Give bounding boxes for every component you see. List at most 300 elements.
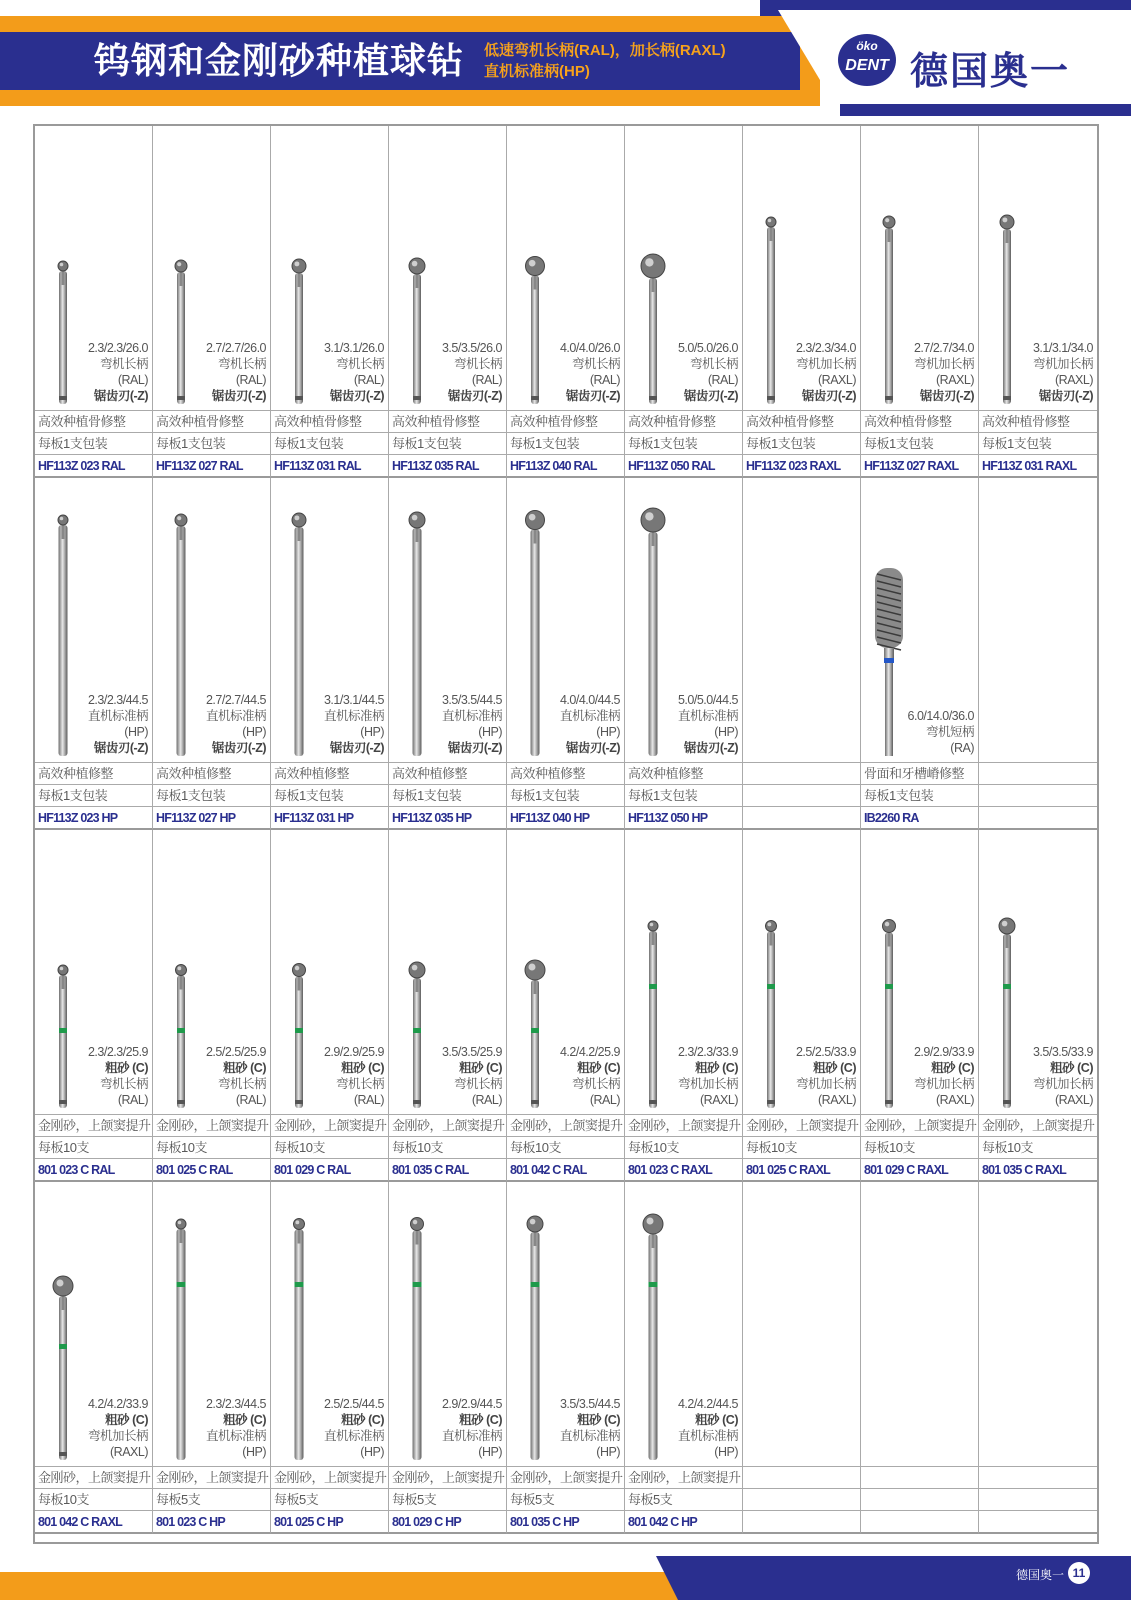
packaging: 每板1支包装 bbox=[271, 784, 388, 806]
spec-line-l3: (RAL) bbox=[589, 373, 620, 387]
packaging bbox=[743, 784, 860, 806]
product-spec bbox=[796, 1044, 856, 1108]
product-description: 金刚砂，上颌窦提升 bbox=[271, 1114, 388, 1136]
bur-icon bbox=[633, 126, 673, 410]
product-description: 金刚砂，上颌窦提升 bbox=[389, 1114, 506, 1136]
product-image-area bbox=[507, 830, 624, 1114]
packaging: 每板1支包装 bbox=[979, 432, 1097, 454]
product-code: HF113Z 035 HP bbox=[389, 806, 506, 828]
product-code: IB2260 RA bbox=[861, 806, 978, 828]
bur-icon bbox=[397, 1182, 437, 1466]
bur-icon bbox=[397, 830, 437, 1114]
spec-line-spec: 2.3/2.3/26.0 bbox=[87, 341, 148, 355]
bur-icon bbox=[515, 830, 555, 1114]
bur-icon bbox=[161, 1182, 201, 1466]
product-description: 高效种植骨修整 bbox=[507, 410, 624, 432]
product-cell bbox=[507, 126, 625, 478]
bur-icon bbox=[751, 126, 791, 410]
spec-line-l2: 粗砂 (C) bbox=[577, 1413, 620, 1427]
product-description: 金刚砂，上颌窦提升 bbox=[625, 1114, 742, 1136]
product-image-area bbox=[507, 126, 624, 410]
product-image-area bbox=[979, 478, 1097, 762]
spec-line-l4: (RAXL) bbox=[1055, 1093, 1093, 1107]
spec-line-l2: 弯机长柄 bbox=[453, 357, 502, 371]
product-description: 高效种植骨修整 bbox=[153, 410, 270, 432]
spec-line-l3: (HP) bbox=[124, 725, 148, 739]
spec-line-l2: 粗砂 (C) bbox=[341, 1061, 384, 1075]
packaging: 每板1支包装 bbox=[743, 432, 860, 454]
okodent-logo bbox=[836, 30, 898, 88]
header-bottom-stripe bbox=[840, 104, 1131, 116]
product-image-area bbox=[153, 830, 270, 1114]
product-cell bbox=[271, 126, 389, 478]
spec-line-l2: 粗砂 (C) bbox=[695, 1061, 738, 1075]
product-code bbox=[743, 1510, 860, 1532]
product-code: 801 025 C RAL bbox=[153, 1158, 270, 1180]
page-subtitle bbox=[484, 40, 726, 82]
bur-icon bbox=[987, 126, 1027, 410]
product-code bbox=[979, 806, 1097, 828]
bur-icon bbox=[43, 1182, 83, 1466]
product-image-area bbox=[861, 830, 978, 1114]
packaging: 每板5支 bbox=[507, 1488, 624, 1510]
product-image-area bbox=[35, 1182, 152, 1466]
product-image-area bbox=[153, 126, 270, 410]
packaging: 每板5支 bbox=[389, 1488, 506, 1510]
product-cell bbox=[625, 126, 743, 478]
packaging: 每板10支 bbox=[743, 1136, 860, 1158]
spec-line-l2: 弯机长柄 bbox=[99, 357, 148, 371]
product-code: HF113Z 023 RAL bbox=[35, 454, 152, 476]
spec-line-spec: 2.5/2.5/25.9 bbox=[205, 1045, 266, 1059]
product-spec bbox=[206, 1396, 266, 1460]
product-spec bbox=[88, 1044, 148, 1108]
product-image-area bbox=[743, 1182, 860, 1466]
product-image-area bbox=[507, 478, 624, 762]
brand-name: 德国奥一 bbox=[910, 51, 1071, 93]
product-spec bbox=[442, 692, 502, 756]
product-code: 801 035 C RAXL bbox=[979, 1158, 1097, 1180]
product-code: HF113Z 031 RAL bbox=[271, 454, 388, 476]
product-spec bbox=[560, 692, 620, 756]
packaging: 每板10支 bbox=[861, 1136, 978, 1158]
product-code: 801 023 C HP bbox=[153, 1510, 270, 1532]
spec-line-l4: 锯齿刃(-Z) bbox=[683, 389, 738, 403]
product-cell bbox=[35, 830, 153, 1182]
product-image-area bbox=[389, 830, 506, 1114]
product-description: 高效种植骨修整 bbox=[861, 410, 978, 432]
spec-line-l3: 弯机长柄 bbox=[217, 1077, 266, 1091]
spec-line-l3: 直机标准柄 bbox=[205, 1429, 266, 1443]
product-description bbox=[861, 1466, 978, 1488]
bur-icon bbox=[515, 126, 555, 410]
empty-cell bbox=[979, 478, 1097, 830]
product-spec bbox=[206, 340, 266, 404]
product-cell bbox=[625, 478, 743, 830]
product-description: 金刚砂，上颌窦提升 bbox=[861, 1114, 978, 1136]
spec-line-spec: 2.3/2.3/44.5 bbox=[205, 1397, 266, 1411]
product-image-area bbox=[35, 478, 152, 762]
product-cell bbox=[625, 830, 743, 1182]
spec-line-l4: 锯齿刃(-Z) bbox=[565, 389, 620, 403]
spec-line-l3: 弯机加长柄 bbox=[913, 1077, 974, 1091]
spec-line-l2: 弯机加长柄 bbox=[913, 357, 974, 371]
spec-line-l2: 弯机长柄 bbox=[217, 357, 266, 371]
packaging: 每板1支包装 bbox=[507, 432, 624, 454]
product-cell bbox=[861, 126, 979, 478]
product-image-area bbox=[861, 126, 978, 410]
bur-icon bbox=[279, 830, 319, 1114]
product-code: HF113Z 023 RAXL bbox=[743, 454, 860, 476]
product-description: 金刚砂，上颌窦提升 bbox=[979, 1114, 1097, 1136]
product-image-area bbox=[153, 478, 270, 762]
spec-line-l2: 粗砂 (C) bbox=[459, 1413, 502, 1427]
bur-icon bbox=[397, 478, 437, 762]
product-image-area bbox=[271, 478, 388, 762]
product-code: 801 042 C HP bbox=[625, 1510, 742, 1532]
product-cell bbox=[153, 1182, 271, 1534]
spec-line-spec: 3.5/3.5/25.9 bbox=[441, 1045, 502, 1059]
product-cell bbox=[743, 830, 861, 1182]
product-spec bbox=[206, 1044, 266, 1108]
spec-line-l2: 粗砂 (C) bbox=[577, 1061, 620, 1075]
spec-line-l3: 弯机加长柄 bbox=[795, 1077, 856, 1091]
packaging: 每板10支 bbox=[625, 1136, 742, 1158]
spec-line-l2: 弯机长柄 bbox=[571, 357, 620, 371]
spec-line-l2: 粗砂 (C) bbox=[931, 1061, 974, 1075]
product-description: 金刚砂，上颌窦提升 bbox=[507, 1466, 624, 1488]
spec-line-l4: 锯齿刃(-Z) bbox=[329, 389, 384, 403]
product-cell bbox=[271, 1182, 389, 1534]
packaging: 每板5支 bbox=[271, 1488, 388, 1510]
packaging: 每板10支 bbox=[153, 1136, 270, 1158]
packaging: 每板1支包装 bbox=[35, 784, 152, 806]
spec-line-l3: (RAL) bbox=[471, 373, 502, 387]
spec-line-spec: 3.5/3.5/26.0 bbox=[441, 341, 502, 355]
spec-line-l4: 锯齿刃(-Z) bbox=[93, 389, 148, 403]
spec-line-spec: 4.2/4.2/25.9 bbox=[559, 1045, 620, 1059]
spec-line-spec: 5.0/5.0/44.5 bbox=[677, 693, 738, 707]
product-code: HF113Z 035 RAL bbox=[389, 454, 506, 476]
product-cell bbox=[507, 1182, 625, 1534]
product-table bbox=[33, 124, 1099, 1544]
product-cell bbox=[625, 1182, 743, 1534]
product-cell bbox=[35, 1182, 153, 1534]
product-cell bbox=[271, 478, 389, 830]
product-description: 高效种植骨修整 bbox=[271, 410, 388, 432]
product-spec bbox=[560, 1396, 620, 1460]
product-image-area bbox=[35, 126, 152, 410]
spec-line-spec: 3.1/3.1/34.0 bbox=[1032, 341, 1093, 355]
product-code bbox=[861, 1510, 978, 1532]
product-spec bbox=[324, 1396, 384, 1460]
product-code: 801 025 C RAXL bbox=[743, 1158, 860, 1180]
spec-line-l3: 弯机长柄 bbox=[571, 1077, 620, 1091]
spec-line-l2: 弯机短柄 bbox=[925, 725, 974, 739]
product-spec bbox=[678, 1396, 738, 1460]
bur-icon bbox=[633, 830, 673, 1114]
spec-line-spec: 6.0/14.0/36.0 bbox=[907, 709, 974, 723]
product-cell bbox=[743, 126, 861, 478]
product-spec bbox=[88, 340, 148, 404]
product-code: HF113Z 031 HP bbox=[271, 806, 388, 828]
product-spec bbox=[442, 1396, 502, 1460]
product-cell bbox=[153, 126, 271, 478]
spec-line-spec: 2.7/2.7/34.0 bbox=[913, 341, 974, 355]
product-cell bbox=[153, 478, 271, 830]
page-title: 钨钢和金刚砂种植球钻 bbox=[94, 40, 465, 81]
bur-icon bbox=[987, 830, 1027, 1114]
product-image-area bbox=[271, 1182, 388, 1466]
product-cell bbox=[35, 126, 153, 478]
product-description: 高效种植骨修整 bbox=[979, 410, 1097, 432]
footer-brand: 德国奥一 bbox=[1016, 1568, 1065, 1582]
spec-line-l2: 粗砂 (C) bbox=[695, 1413, 738, 1427]
spec-line-l4: 锯齿刃(-Z) bbox=[1038, 389, 1093, 403]
spec-line-l2: 粗砂 (C) bbox=[813, 1061, 856, 1075]
spec-line-l2: 直机标准柄 bbox=[87, 709, 148, 723]
spec-line-l4: (HP) bbox=[596, 1445, 620, 1459]
product-cell bbox=[861, 830, 979, 1182]
bur-icon bbox=[43, 478, 83, 762]
product-spec bbox=[324, 1044, 384, 1108]
spec-line-l3: 弯机长柄 bbox=[99, 1077, 148, 1091]
product-cell bbox=[153, 830, 271, 1182]
product-description: 高效种植修整 bbox=[625, 762, 742, 784]
product-code: 801 029 C RAXL bbox=[861, 1158, 978, 1180]
spec-line-l2: 直机标准柄 bbox=[323, 709, 384, 723]
spec-line-spec: 4.2/4.2/33.9 bbox=[87, 1397, 148, 1411]
packaging: 每板1支包装 bbox=[625, 784, 742, 806]
spec-line-l3: 弯机加长柄 bbox=[87, 1429, 148, 1443]
product-description: 骨面和牙槽嵴修整 bbox=[861, 762, 978, 784]
product-image-area bbox=[153, 1182, 270, 1466]
bur-icon bbox=[161, 830, 201, 1114]
product-spec bbox=[324, 340, 384, 404]
product-cell bbox=[389, 478, 507, 830]
spec-line-spec: 2.7/2.7/26.0 bbox=[205, 341, 266, 355]
spec-line-spec: 3.5/3.5/44.5 bbox=[559, 1397, 620, 1411]
product-spec bbox=[560, 340, 620, 404]
bur-icon bbox=[279, 478, 319, 762]
spec-line-spec: 2.3/2.3/33.9 bbox=[677, 1045, 738, 1059]
product-image-area bbox=[507, 1182, 624, 1466]
product-spec bbox=[796, 340, 856, 404]
product-code: 801 035 C HP bbox=[507, 1510, 624, 1532]
spec-line-l4: 锯齿刃(-Z) bbox=[801, 389, 856, 403]
spec-line-l4: 锯齿刃(-Z) bbox=[329, 741, 384, 755]
packaging bbox=[861, 1488, 978, 1510]
svg-text:DENT: DENT bbox=[845, 57, 889, 74]
spec-line-l4: 锯齿刃(-Z) bbox=[565, 741, 620, 755]
spec-line-l4: 锯齿刃(-Z) bbox=[683, 741, 738, 755]
product-code: 801 029 C RAL bbox=[271, 1158, 388, 1180]
empty-cell bbox=[743, 1182, 861, 1534]
product-description: 金刚砂，上颌窦提升 bbox=[153, 1114, 270, 1136]
product-spec bbox=[908, 708, 974, 756]
product-code: 801 035 C RAL bbox=[389, 1158, 506, 1180]
spec-line-l3: (RAL) bbox=[117, 373, 148, 387]
spec-line-l3: (HP) bbox=[596, 725, 620, 739]
product-description: 高效种植骨修整 bbox=[389, 410, 506, 432]
spec-line-l4: (RAXL) bbox=[700, 1093, 738, 1107]
spec-line-l2: 弯机长柄 bbox=[689, 357, 738, 371]
product-code: 801 042 C RAL bbox=[507, 1158, 624, 1180]
spec-line-l2: 直机标准柄 bbox=[677, 709, 738, 723]
product-code: HF113Z 040 RAL bbox=[507, 454, 624, 476]
product-description: 高效种植修整 bbox=[271, 762, 388, 784]
product-image-area bbox=[389, 1182, 506, 1466]
product-spec bbox=[914, 1044, 974, 1108]
product-description: 高效种植修整 bbox=[35, 762, 152, 784]
spec-line-l2: 粗砂 (C) bbox=[341, 1413, 384, 1427]
spec-line-l3: (HP) bbox=[360, 725, 384, 739]
spec-line-l3: 弯机长柄 bbox=[335, 1077, 384, 1091]
product-description: 金刚砂，上颌窦提升 bbox=[507, 1114, 624, 1136]
spec-line-l2: 弯机长柄 bbox=[335, 357, 384, 371]
spec-line-spec: 4.2/4.2/44.5 bbox=[677, 1397, 738, 1411]
bur-icon bbox=[43, 126, 83, 410]
product-code: 801 029 C HP bbox=[389, 1510, 506, 1532]
bur-icon bbox=[279, 126, 319, 410]
spec-line-l4: 锯齿刃(-Z) bbox=[211, 389, 266, 403]
svg-text:öko: öko bbox=[856, 39, 878, 53]
spec-line-spec: 2.9/2.9/33.9 bbox=[913, 1045, 974, 1059]
product-description bbox=[979, 762, 1097, 784]
product-spec bbox=[442, 340, 502, 404]
product-description bbox=[979, 1466, 1097, 1488]
spec-line-l4: 锯齿刃(-Z) bbox=[447, 741, 502, 755]
product-description: 金刚砂，上颌窦提升 bbox=[153, 1466, 270, 1488]
product-image-area bbox=[743, 126, 860, 410]
bur-icon bbox=[161, 126, 201, 410]
spec-line-l3: (RAL) bbox=[707, 373, 738, 387]
product-code: HF113Z 027 RAXL bbox=[861, 454, 978, 476]
product-code: HF113Z 050 HP bbox=[625, 806, 742, 828]
spec-line-l2: 直机标准柄 bbox=[441, 709, 502, 723]
product-code: 801 025 C HP bbox=[271, 1510, 388, 1532]
packaging: 每板1支包装 bbox=[271, 432, 388, 454]
product-code: HF113Z 031 RAXL bbox=[979, 454, 1097, 476]
spec-line-l4: (HP) bbox=[478, 1445, 502, 1459]
bur-icon bbox=[279, 1182, 319, 1466]
product-description bbox=[743, 1466, 860, 1488]
spec-line-l3: 弯机长柄 bbox=[453, 1077, 502, 1091]
packaging: 每板5支 bbox=[153, 1488, 270, 1510]
product-spec bbox=[1033, 1044, 1093, 1108]
spec-line-spec: 3.5/3.5/33.9 bbox=[1032, 1045, 1093, 1059]
product-description: 金刚砂，上颌窦提升 bbox=[35, 1114, 152, 1136]
spec-line-l2: 弯机加长柄 bbox=[795, 357, 856, 371]
product-code: HF113Z 050 RAL bbox=[625, 454, 742, 476]
spec-line-spec: 2.9/2.9/44.5 bbox=[441, 1397, 502, 1411]
product-image-area bbox=[271, 830, 388, 1114]
product-description: 金刚砂，上颌窦提升 bbox=[389, 1466, 506, 1488]
spec-line-l3: (RAL) bbox=[235, 373, 266, 387]
spec-line-l3: (RAL) bbox=[353, 373, 384, 387]
page-number: 11 bbox=[1068, 1562, 1090, 1584]
packaging: 每板10支 bbox=[979, 1136, 1097, 1158]
packaging: 每板10支 bbox=[389, 1136, 506, 1158]
spec-line-spec: 3.5/3.5/44.5 bbox=[441, 693, 502, 707]
spec-line-spec: 2.5/2.5/33.9 bbox=[795, 1045, 856, 1059]
packaging: 每板1支包装 bbox=[153, 432, 270, 454]
product-cell bbox=[271, 830, 389, 1182]
spec-line-l4: (HP) bbox=[714, 1445, 738, 1459]
product-image-area bbox=[35, 830, 152, 1114]
bur-icon bbox=[633, 1182, 673, 1466]
packaging: 每板1支包装 bbox=[153, 784, 270, 806]
product-cell bbox=[507, 830, 625, 1182]
spec-line-spec: 4.0/4.0/26.0 bbox=[559, 341, 620, 355]
product-code: HF113Z 027 HP bbox=[153, 806, 270, 828]
packaging: 每板10支 bbox=[507, 1136, 624, 1158]
product-cell bbox=[979, 830, 1097, 1182]
product-description bbox=[743, 762, 860, 784]
packaging: 每板10支 bbox=[35, 1136, 152, 1158]
product-spec bbox=[678, 1044, 738, 1108]
spec-line-l4: 锯齿刃(-Z) bbox=[93, 741, 148, 755]
spec-line-l2: 直机标准柄 bbox=[205, 709, 266, 723]
packaging: 每板10支 bbox=[271, 1136, 388, 1158]
product-description: 金刚砂，上颌窦提升 bbox=[271, 1466, 388, 1488]
spec-line-l2: 粗砂 (C) bbox=[1050, 1061, 1093, 1075]
bur-icon bbox=[869, 478, 909, 762]
product-code bbox=[743, 806, 860, 828]
product-cell bbox=[389, 830, 507, 1182]
spec-line-spec: 2.5/2.5/44.5 bbox=[323, 1397, 384, 1411]
subtitle-line-1: 低速弯机长柄(RAL)，加长柄(RAXL) bbox=[484, 42, 726, 59]
packaging: 每板1支包装 bbox=[861, 784, 978, 806]
product-spec bbox=[560, 1044, 620, 1108]
product-description: 金刚砂，上颌窦提升 bbox=[35, 1466, 152, 1488]
subtitle-line-2: 直机标准柄(HP) bbox=[484, 63, 590, 80]
empty-cell bbox=[861, 1182, 979, 1534]
spec-line-l4: (HP) bbox=[242, 1445, 266, 1459]
product-spec bbox=[206, 692, 266, 756]
product-description: 高效种植修整 bbox=[153, 762, 270, 784]
product-cell bbox=[979, 126, 1097, 478]
product-description: 金刚砂，上颌窦提升 bbox=[743, 1114, 860, 1136]
bur-icon bbox=[869, 126, 909, 410]
spec-line-l4: (RAL) bbox=[353, 1093, 384, 1107]
spec-line-l2: 粗砂 (C) bbox=[223, 1061, 266, 1075]
product-description: 高效种植骨修整 bbox=[743, 410, 860, 432]
product-image-area bbox=[979, 830, 1097, 1114]
product-image-area bbox=[271, 126, 388, 410]
spec-line-l3: (HP) bbox=[478, 725, 502, 739]
spec-line-spec: 2.3/2.3/34.0 bbox=[795, 341, 856, 355]
spec-line-l2: 粗砂 (C) bbox=[223, 1413, 266, 1427]
product-code: 801 023 C RAL bbox=[35, 1158, 152, 1180]
packaging bbox=[979, 1488, 1097, 1510]
packaging bbox=[979, 784, 1097, 806]
product-spec bbox=[324, 692, 384, 756]
product-description: 高效种植骨修整 bbox=[625, 410, 742, 432]
packaging: 每板1支包装 bbox=[625, 432, 742, 454]
spec-line-l4: (RAXL) bbox=[936, 1093, 974, 1107]
spec-line-l4: 锯齿刃(-Z) bbox=[919, 389, 974, 403]
spec-line-spec: 3.1/3.1/26.0 bbox=[323, 341, 384, 355]
product-grid bbox=[35, 126, 1097, 1534]
product-description: 高效种植修整 bbox=[507, 762, 624, 784]
product-image-area bbox=[389, 126, 506, 410]
spec-line-l3: (RAXL) bbox=[936, 373, 974, 387]
spec-line-l4: (RAL) bbox=[589, 1093, 620, 1107]
spec-line-l4: (RAL) bbox=[235, 1093, 266, 1107]
packaging: 每板1支包装 bbox=[507, 784, 624, 806]
spec-line-l3: (HP) bbox=[714, 725, 738, 739]
